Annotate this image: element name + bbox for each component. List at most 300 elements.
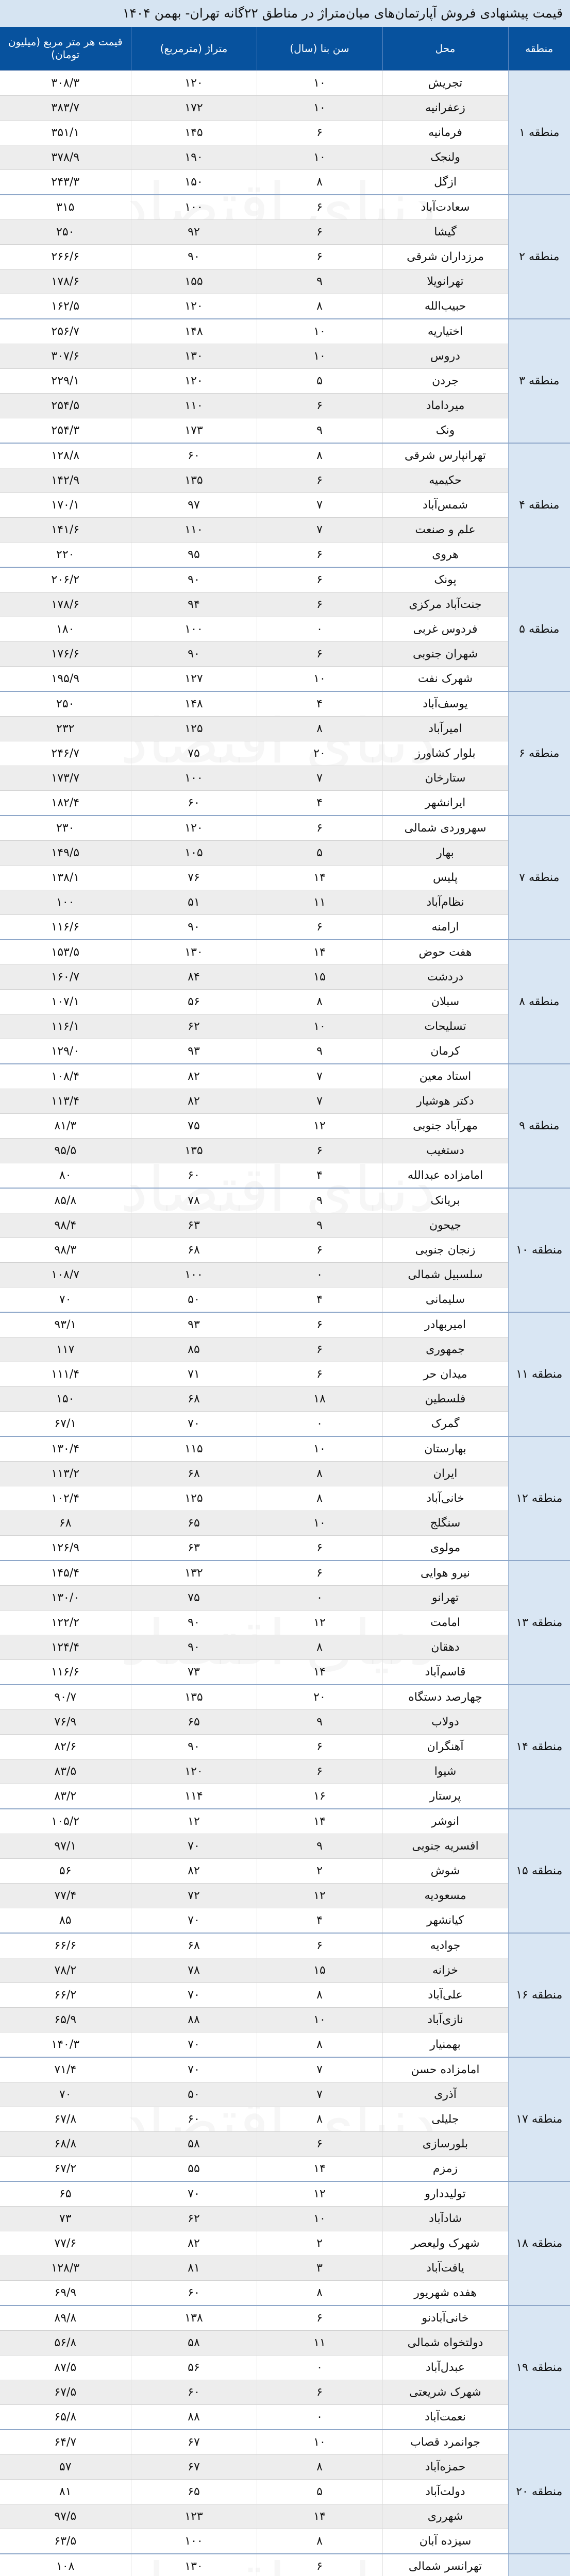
table-row [0,518,570,543]
price-cell: ۱۹۵/۹ [0,667,131,692]
location-cell: استاد معین [382,1064,508,1089]
age-cell: ۶ [257,1561,382,1586]
age-cell: ۸ [257,170,382,195]
location-cell: فرمانیه [382,121,508,145]
area-cell: ۱۱۰ [131,394,257,418]
location-cell: حکیمیه [382,468,508,493]
location-cell: گیشا [382,220,508,245]
price-cell: ۹۸/۳ [0,1238,131,1263]
age-cell: ۹ [257,1039,382,1064]
area-cell: ۱۳۰ [131,344,257,369]
location-cell: بریانک [382,1188,508,1213]
area-cell: ۶۰ [131,1163,257,1189]
price-cell: ۱۰۵/۲ [0,1809,131,1834]
price-cell: ۲۴۳/۳ [0,170,131,195]
age-cell: ۶ [257,816,382,841]
table-row [0,2256,570,2281]
location-cell: خانی‌آباد [382,1486,508,1511]
header-region: منطقه [508,27,570,71]
area-cell: ۷۰ [131,1834,257,1859]
table-row [0,642,570,667]
location-cell: جوادیه [382,1933,508,1958]
area-cell: ۱۱۵ [131,1436,257,1462]
location-cell: جمهوری [382,1337,508,1362]
price-cell: ۶۵/۸ [0,2405,131,2430]
location-cell: شمس‌آباد [382,493,508,518]
age-cell: ۸ [257,443,382,468]
location-cell: پلیس [382,866,508,890]
table-row [0,940,570,965]
age-cell: ۶ [257,543,382,568]
price-cell: ۸۰ [0,1163,131,1189]
price-cell: ۱۰۲/۴ [0,1486,131,1511]
region-cell: منطقه ۶ [508,691,570,816]
location-cell: دهقان [382,1635,508,1660]
region-cell: منطقه ۷ [508,816,570,940]
region-cell: منطقه ۴ [508,443,570,567]
table-row [0,2430,570,2455]
price-cell: ۲۵۰ [0,220,131,245]
age-cell: ۱۵ [257,965,382,990]
location-cell: ازگل [382,170,508,195]
price-cell: ۱۲۲/۲ [0,1611,131,1635]
area-cell: ۶۰ [131,2380,257,2405]
age-cell: ۸ [257,2281,382,2306]
location-cell: جوانمرد قصاب [382,2430,508,2455]
age-cell: ۶ [257,1362,382,1387]
area-cell: ۸۵ [131,1337,257,1362]
location-cell: حمزه‌آباد [382,2455,508,2480]
area-cell: ۹۰ [131,245,257,269]
table-row [0,2554,570,2576]
age-cell: ۱۲ [257,1611,382,1635]
location-cell: تهرانویلا [382,269,508,294]
price-cell: ۷۰ [0,1287,131,1313]
area-cell: ۷۶ [131,866,257,890]
area-cell: ۶۰ [131,2281,257,2306]
area-cell: ۹۰ [131,1611,257,1635]
location-cell: بهمنیار [382,2032,508,2058]
table-row [0,816,570,841]
age-cell: ۶ [257,245,382,269]
table-row [0,245,570,269]
region-cell: منطقه ۱۹ [508,2306,570,2430]
price-cell: ۱۱۳/۴ [0,1089,131,1114]
age-cell: ۶ [257,121,382,145]
price-cell: ۱۴۲/۹ [0,468,131,493]
area-cell: ۷۸ [131,1188,257,1213]
age-cell: ۸ [257,1486,382,1511]
age-cell: ۱۸ [257,1387,382,1412]
table-row [0,2306,570,2331]
price-cell: ۳۷۸/۹ [0,145,131,170]
location-cell: قاسم‌آباد [382,1660,508,1685]
price-cell: ۱۴۱/۶ [0,518,131,543]
price-cell: ۹۳/۱ [0,1312,131,1337]
table-row [0,1809,570,1834]
price-cell: ۷۱/۴ [0,2057,131,2082]
location-cell: نیرو هوایی [382,1561,508,1586]
location-cell: نظام‌آباد [382,890,508,915]
location-cell: علی‌آباد [382,1983,508,2008]
region-cell: منطقه ۱۸ [508,2181,570,2306]
location-cell: هروی [382,543,508,568]
table-row [0,443,570,468]
age-cell: ۸ [257,2455,382,2480]
price-cell: ۶۶/۲ [0,1983,131,2008]
table-row [0,1337,570,1362]
age-cell: ۶ [257,1337,382,1362]
area-cell: ۵۵ [131,2157,257,2182]
area-cell: ۱۰۰ [131,766,257,791]
table-row [0,2032,570,2058]
age-cell: ۶ [257,2380,382,2405]
location-cell: حبیب‌الله [382,294,508,319]
region-cell: منطقه ۱۶ [508,1933,570,2057]
location-cell: امامت [382,1611,508,1635]
price-cell: ۱۸۰ [0,617,131,642]
price-cell: ۵۷ [0,2455,131,2480]
price-cell: ۲۳۲ [0,717,131,741]
age-cell: ۱۴ [257,2504,382,2529]
table-row [0,1287,570,1313]
age-cell: ۴ [257,691,382,717]
location-cell: امامزاده حسن [382,2057,508,2082]
age-cell: ۶ [257,1735,382,1759]
area-cell: ۷۵ [131,1114,257,1139]
age-cell: ۱۰ [257,319,382,344]
table-row [0,468,570,493]
table-row [0,2380,570,2405]
table-row [0,617,570,642]
area-cell: ۹۰ [131,567,257,592]
price-cell: ۱۲۸/۸ [0,443,131,468]
table-row [0,418,570,444]
price-cell: ۲۴۶/۷ [0,741,131,766]
table-row [0,1561,570,1586]
location-cell: ایرانشهر [382,791,508,816]
price-cell: ۲۳۰ [0,816,131,841]
table-row [0,1188,570,1213]
location-cell: ایران [382,1462,508,1486]
table-row [0,369,570,394]
age-cell: ۶ [257,2306,382,2331]
price-cell: ۱۸۲/۴ [0,791,131,816]
table-row [0,1039,570,1064]
location-cell: انوشر [382,1809,508,1834]
age-cell: ۱۰ [257,2008,382,2032]
age-cell: ۱۰ [257,344,382,369]
price-cell: ۸۱/۳ [0,1114,131,1139]
table-row [0,2107,570,2132]
area-cell: ۱۰۰ [131,2529,257,2554]
table-row [0,1387,570,1412]
price-cell: ۱۱۶/۶ [0,1660,131,1685]
price-cell: ۶۷/۵ [0,2380,131,2405]
age-cell: ۹ [257,418,382,444]
age-cell: ۰ [257,1263,382,1287]
table-row [0,1163,570,1189]
price-cell: ۷۶/۹ [0,1710,131,1735]
area-cell: ۶۰ [131,2107,257,2132]
age-cell: ۶ [257,1312,382,1337]
area-cell: ۱۳۰ [131,940,257,965]
location-cell: بهارستان [382,1436,508,1462]
age-cell: ۱۰ [257,2430,382,2455]
age-cell: ۷ [257,2057,382,2082]
region-cell: منطقه ۹ [508,1064,570,1188]
area-cell: ۹۳ [131,1312,257,1337]
location-cell: هفت حوض [382,940,508,965]
price-cell: ۶۸/۸ [0,2132,131,2157]
age-cell: ۱۴ [257,2157,382,2182]
age-cell: ۶ [257,642,382,667]
area-cell: ۹۰ [131,642,257,667]
age-cell: ۰ [257,2405,382,2430]
location-cell: علم و صنعت [382,518,508,543]
location-cell: زعفرانیه [382,96,508,121]
price-cell: ۸۲/۶ [0,1735,131,1759]
price-cell: ۱۷۸/۶ [0,592,131,617]
price-cell: ۹۷/۱ [0,1834,131,1859]
area-cell: ۱۴۵ [131,121,257,145]
price-cell: ۱۷۸/۶ [0,269,131,294]
table-row [0,1759,570,1784]
location-cell: سعادت‌آباد [382,195,508,220]
location-cell: شادآباد [382,2207,508,2231]
area-cell: ۷۰ [131,1908,257,1934]
area-cell: ۸۲ [131,1089,257,1114]
location-cell: دکتر هوشیار [382,1089,508,1114]
price-cell: ۸۹/۸ [0,2306,131,2331]
area-cell: ۱۰۰ [131,1263,257,1287]
age-cell: ۶ [257,592,382,617]
price-cell: ۵۶ [0,1859,131,1884]
table-header [0,27,570,71]
price-cell: ۱۱۳/۲ [0,1462,131,1486]
table-row [0,1263,570,1287]
location-cell: پرستار [382,1784,508,1809]
area-cell: ۶۲ [131,2207,257,2231]
region-cell: منطقه ۳ [508,319,570,443]
age-cell: ۷ [257,518,382,543]
price-cell: ۱۱۷ [0,1337,131,1362]
location-cell: میدان حر [382,1362,508,1387]
table-row [0,841,570,866]
age-cell: ۶ [257,2554,382,2576]
area-cell: ۵۸ [131,2331,257,2355]
location-cell: افسریه جنوبی [382,1834,508,1859]
location-cell: دروس [382,344,508,369]
area-cell: ۹۰ [131,1735,257,1759]
area-cell: ۱۳۰ [131,2554,257,2576]
location-cell: دولاب [382,1710,508,1735]
area-cell: ۶۸ [131,1933,257,1958]
price-cell: ۱۰۸ [0,2554,131,2576]
location-cell: هفده شهریور [382,2281,508,2306]
table-row [0,1635,570,1660]
table-row [0,791,570,816]
table-row [0,1486,570,1511]
price-cell: ۳۵۱/۱ [0,121,131,145]
area-cell: ۱۰۰ [131,195,257,220]
age-cell: ۱۵ [257,1958,382,1983]
age-cell: ۴ [257,1163,382,1189]
table-row [0,1362,570,1387]
area-cell: ۶۰ [131,443,257,468]
location-cell: امیرآباد [382,717,508,741]
area-cell: ۱۲۰ [131,369,257,394]
age-cell: ۱۲ [257,1114,382,1139]
area-cell: ۶۸ [131,1462,257,1486]
area-cell: ۶۳ [131,1536,257,1561]
price-cell: ۶۹/۹ [0,2281,131,2306]
location-cell: تهرانسر شمالی [382,2554,508,2576]
area-cell: ۸۸ [131,2008,257,2032]
age-cell: ۲۰ [257,741,382,766]
region-cell: منطقه ۱۰ [508,1188,570,1312]
header-location: محل [382,27,508,71]
age-cell: ۷ [257,1089,382,1114]
table-row [0,493,570,518]
age-cell: ۸ [257,2107,382,2132]
table-row [0,121,570,145]
age-cell: ۶ [257,468,382,493]
area-cell: ۶۰ [131,791,257,816]
table-row [0,592,570,617]
age-cell: ۹ [257,1710,382,1735]
price-cell: ۸۱ [0,2480,131,2504]
location-cell: دولتخواه شمالی [382,2331,508,2355]
location-cell: شهرک شریعتی [382,2380,508,2405]
table-row [0,1586,570,1611]
age-cell: ۳ [257,2256,382,2281]
table-row [0,2529,570,2554]
table-row [0,1536,570,1561]
age-cell: ۸ [257,1983,382,2008]
location-cell: جنت‌آباد مرکزی [382,592,508,617]
age-cell: ۸ [257,990,382,1014]
header-area: متراژ (مترمربع) [131,27,257,71]
table-row [0,1462,570,1486]
age-cell: ۴ [257,791,382,816]
region-cell [508,2554,570,2576]
location-cell: امامزاده عبدالله [382,1163,508,1189]
location-cell: شوش [382,1859,508,1884]
header-price: قیمت هر متر مربع (میلیون تومان) [0,27,131,71]
price-cell: ۲۵۴/۳ [0,418,131,444]
table-row [0,667,570,692]
area-cell: ۹۰ [131,1635,257,1660]
age-cell: ۱۰ [257,1511,382,1536]
location-cell: گمرک [382,1412,508,1437]
table-row [0,1859,570,1884]
table-row [0,2132,570,2157]
age-cell: ۸ [257,1462,382,1486]
table-row [0,691,570,717]
area-cell: ۱۲۰ [131,816,257,841]
price-cell: ۶۵/۹ [0,2008,131,2032]
location-cell: دردشت [382,965,508,990]
age-cell: ۸ [257,1635,382,1660]
price-cell: ۹۰/۷ [0,1685,131,1710]
age-cell: ۷ [257,493,382,518]
area-cell: ۶۸ [131,1387,257,1412]
location-cell: دولت‌آباد [382,2480,508,2504]
area-cell: ۵۱ [131,890,257,915]
price-cell: ۸۷/۵ [0,2355,131,2380]
area-cell: ۵۰ [131,2082,257,2107]
price-cell: ۱۷۰/۱ [0,493,131,518]
region-cell: منطقه ۲۰ [508,2430,570,2554]
price-cell: ۱۱۶/۶ [0,915,131,940]
table-row [0,220,570,245]
table-row [0,2455,570,2480]
age-cell: ۲۰ [257,1685,382,1710]
age-cell: ۱۰ [257,1014,382,1039]
age-cell: ۷ [257,2082,382,2107]
area-cell: ۹۰ [131,915,257,940]
age-cell: ۶ [257,1536,382,1561]
age-cell: ۱۶ [257,1784,382,1809]
region-cell: منطقه ۵ [508,567,570,691]
table-row [0,866,570,890]
age-cell: ۲ [257,2231,382,2256]
location-cell: شهرک ولیعصر [382,2231,508,2256]
area-cell: ۷۰ [131,2032,257,2058]
location-cell: ولنجک [382,145,508,170]
location-cell: زمزم [382,2157,508,2182]
area-cell: ۱۳۵ [131,468,257,493]
table-row [0,1611,570,1635]
price-cell: ۹۷/۵ [0,2504,131,2529]
age-cell: ۸ [257,294,382,319]
price-cell: ۶۸ [0,1511,131,1536]
area-cell: ۷۰ [131,1412,257,1437]
area-cell: ۹۲ [131,220,257,245]
location-cell: عبدل‌آباد [382,2355,508,2380]
area-cell: ۱۵۵ [131,269,257,294]
table-row [0,543,570,568]
age-cell: ۵ [257,2480,382,2504]
price-cell: ۹۸/۴ [0,1213,131,1238]
region-cell: منطقه ۱۷ [508,2057,570,2181]
location-cell: جیحون [382,1213,508,1238]
table-row [0,269,570,294]
area-cell: ۸۲ [131,1859,257,1884]
table-row [0,2281,570,2306]
location-cell: سبلان [382,990,508,1014]
location-cell: خزانه [382,1958,508,1983]
price-cell: ۳۰۷/۶ [0,344,131,369]
age-cell: ۱۰ [257,2207,382,2231]
location-cell: جردن [382,369,508,394]
table-row [0,1884,570,1908]
table-row [0,965,570,990]
location-cell: مهرآباد جنوبی [382,1114,508,1139]
table-row [0,2008,570,2032]
area-cell: ۱۳۸ [131,2306,257,2331]
area-cell: ۱۲ [131,1809,257,1834]
table-row [0,2504,570,2529]
price-cell: ۱۲۹/۰ [0,1039,131,1064]
area-cell: ۱۲۰ [131,1759,257,1784]
age-cell: ۱۰ [257,96,382,121]
age-cell: ۱۰ [257,145,382,170]
table-row [0,2231,570,2256]
table-row [0,2480,570,2504]
region-cell: منطقه ۱۵ [508,1809,570,1933]
